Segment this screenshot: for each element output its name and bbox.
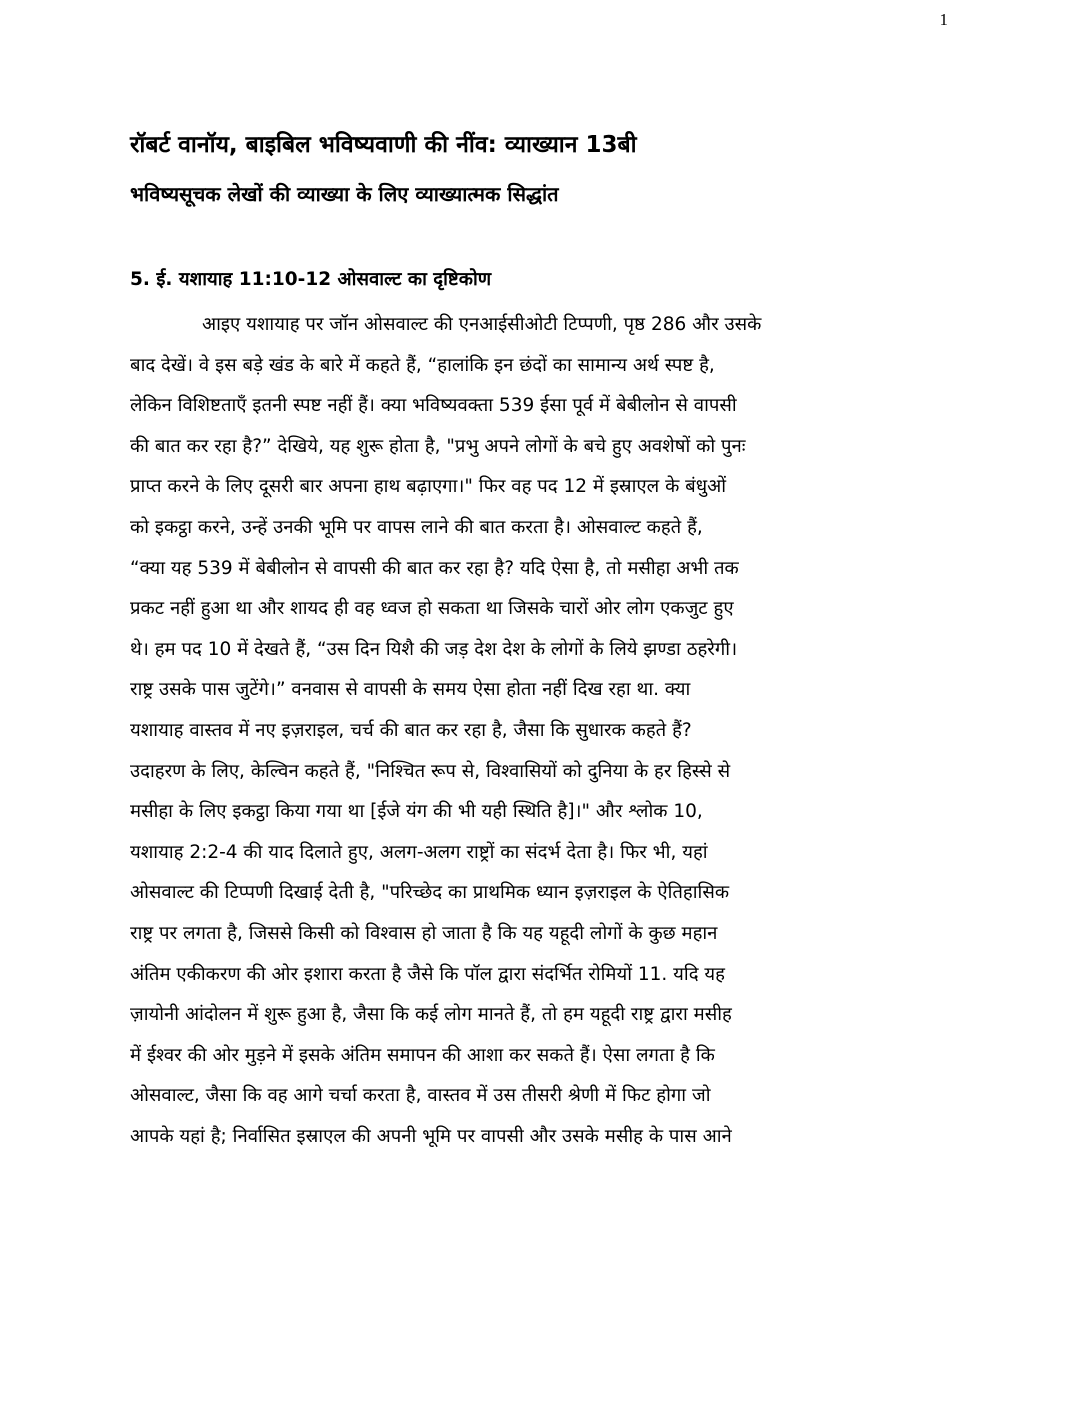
body-line: की बात कर रहा है?” देखिये, यह शुरू होता है, "प्रभु अपने लोगों के बचे हुए अवशेषों को पुनः [130, 435, 746, 457]
document-subtitle: भविष्यसूचक लेखों की व्याख्या के लिए व्याख्यात्मक सिद्धांत [130, 182, 559, 206]
body-line: अंतिम एकीकरण की ओर इशारा करता है जैसे कि पॉल द्वारा संदर्भित रोमियों 11. यदि यह [130, 963, 725, 985]
body-line: लेकिन विशिष्टताएँ इतनी स्पष्ट नहीं हैं। क्या भविष्यवक्ता 539 ईसा पूर्व में बेबीलोन से वापसी [130, 395, 737, 417]
body-line: ओसवाल्ट, जैसा कि वह आगे चर्चा करता है, वास्तव में उस तीसरी श्रेणी में फिट होगा जो [130, 1085, 711, 1107]
body-line: “क्या यह 539 में बेबीलोन से वापसी की बात कर रहा है? यदि ऐसा है, तो मसीहा अभी तक [130, 557, 739, 579]
body-line: राष्ट्र पर लगता है, जिससे किसी को विश्वास हो जाता है कि यह यहूदी लोगों के कुछ महान [130, 922, 718, 944]
body-line: आइए यशायाह पर जॉन ओसवाल्ट की एनआईसीओटी टिप्पणी, पृष्ठ 286 और उसके [202, 314, 762, 335]
body-line: मसीहा के लिए इकट्ठा किया गया था [ईजे यंग की भी यही स्थिति है]।" और श्लोक 10, [130, 801, 703, 823]
body-line: बाद देखें। वे इस बड़े खंड के बारे में कहते हैं, “हालांकि इन छंदों का सामान्य अर्थ स्पष्ट है, [130, 354, 715, 376]
body-line: ज़ायोनी आंदोलन में शुरू हुआ है, जैसा कि कई लोग मानते हैं, तो हम यहूदी राष्ट्र द्वारा मसीह [130, 1004, 732, 1026]
body-line: आपके यहां है; निर्वासित इस्राएल की अपनी भूमि पर वापसी और उसके मसीह के पास आने [130, 1125, 732, 1147]
page-number: 1 [939, 10, 948, 29]
body-line: को इकट्ठा करने, उन्हें उनकी भूमि पर वापस लाने की बात करता है। ओसवाल्ट कहते हैं, [130, 516, 703, 538]
body-line: ओसवाल्ट की टिप्पणी दिखाई देती है, "परिच्छेद का प्राथमिक ध्यान इज़राइल के ऐतिहासिक [130, 882, 730, 904]
section-heading: 5. ई. यशायाह 11:10-12 ओसवाल्ट का दृष्टिकोण [130, 269, 492, 290]
document-title: रॉबर्ट वानॉय, बाइबिल भविष्यवाणी की नींव: व्याख्यान 13बी [130, 132, 637, 158]
body-line: थे। हम पद 10 में देखते हैं, “उस दिन यिशै की जड़ देश देश के लोगों के लिये झण्डा ठहरेगी। [130, 638, 738, 660]
body-line: प्रकट नहीं हुआ था और शायद ही वह ध्वज हो सकता था जिसके चारों ओर लोग एकजुट हुए [130, 598, 734, 620]
body-line: में ईश्वर की ओर मुड़ने में इसके अंतिम समापन की आशा कर सकते हैं। ऐसा लगता है कि [130, 1044, 715, 1066]
body-line: प्राप्त करने के लिए दूसरी बार अपना हाथ बढ़ाएगा।" फिर वह पद 12 में इस्राएल के बंधुओं [130, 476, 727, 498]
body-line: राष्ट्र उसके पास जुटेंगे।” वनवास से वापसी के समय ऐसा होता नहीं दिख रहा था. क्या [130, 679, 691, 701]
body-line: यशायाह 2:2-4 की याद दिलाते हुए, अलग-अलग राष्ट्रों का संदर्भ देता है। फिर भी, यहां [130, 841, 708, 863]
body-line: यशायाह वास्तव में नए इज़राइल, चर्च की बात कर रहा है, जैसा कि सुधारक कहते हैं? [130, 719, 692, 741]
body-paragraph [130, 305, 950, 1157]
body-line: उदाहरण के लिए, केल्विन कहते हैं, "निश्चित रूप से, विश्वासियों को दुनिया के हर हिस्से से [130, 760, 731, 782]
